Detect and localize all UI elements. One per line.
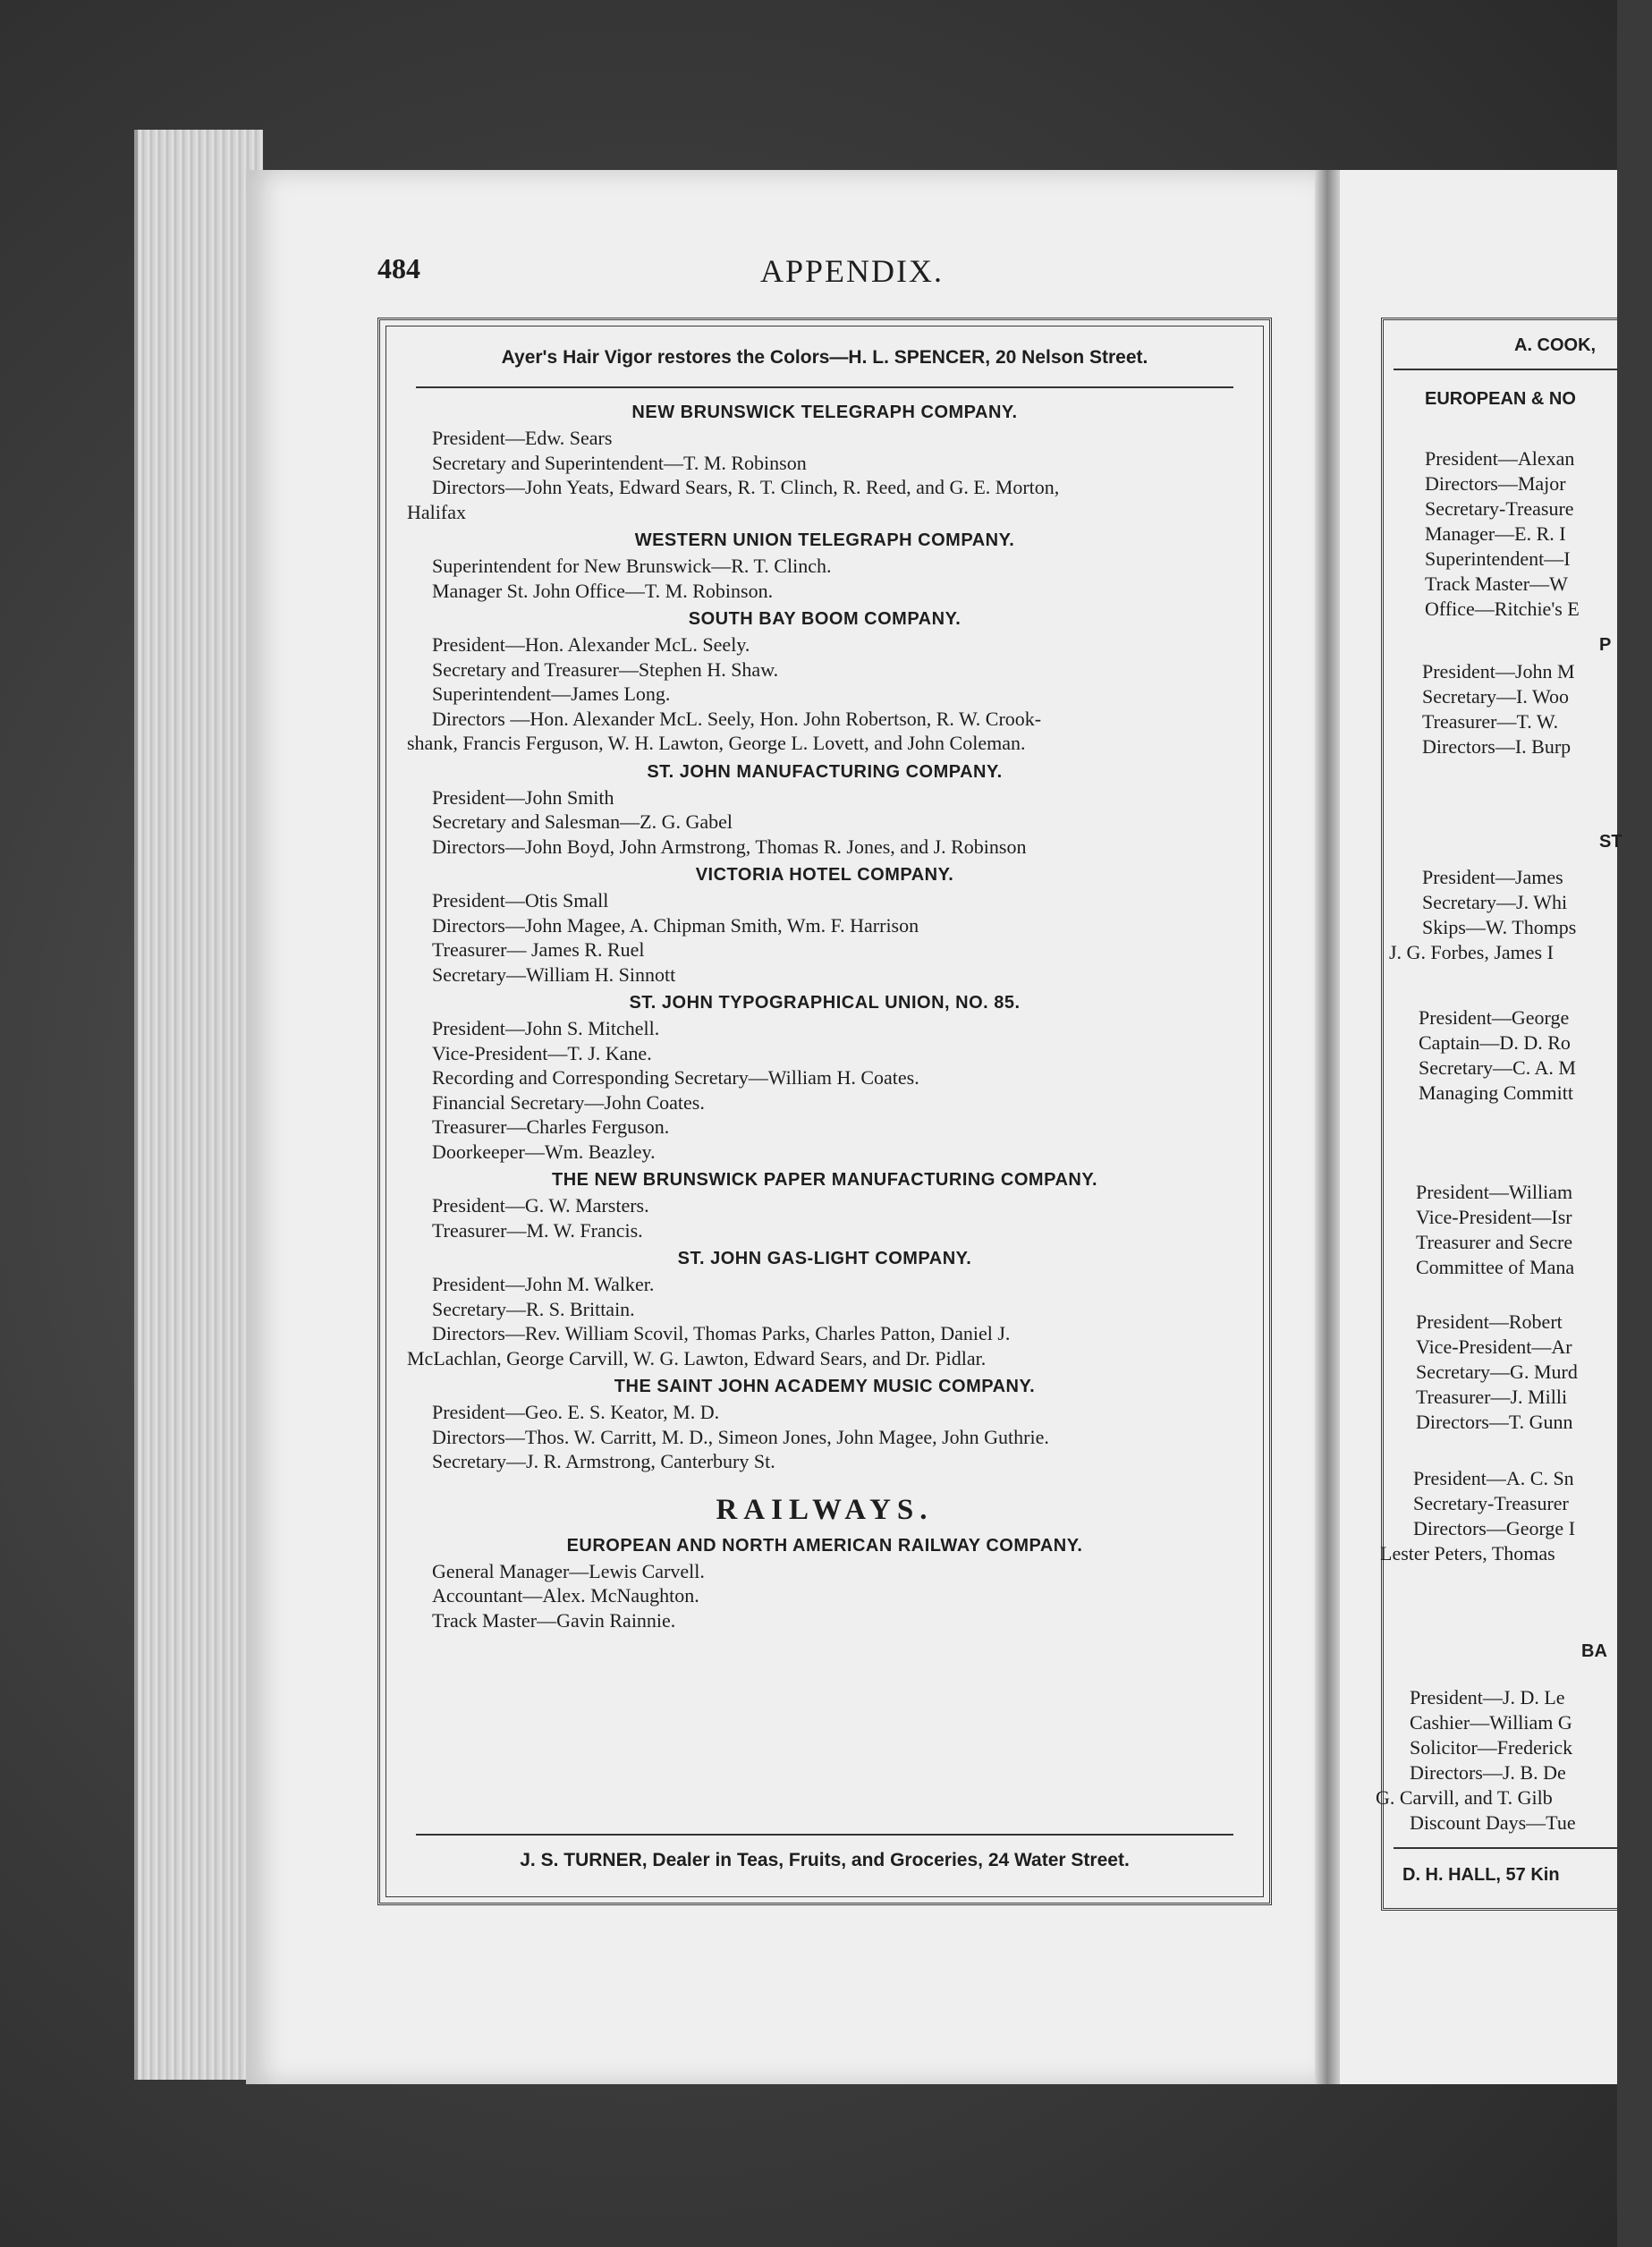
officer-line: President—John Smith	[432, 785, 614, 809]
officer-line: Directors—Thos. W. Carritt, M. D., Simeon Jones, John Magee, John Guthrie.	[432, 1425, 1049, 1448]
company-section	[407, 762, 1242, 860]
officer-line: Directors—John Boyd, John Armstrong, Thomas R. Jones, and J. Robinson	[432, 835, 1027, 858]
right-officer-fragment: Treasurer—T. W.	[1422, 710, 1559, 733]
right-officer-fragment: President—George	[1419, 1006, 1570, 1029]
company-title: ST. JOHN TYPOGRAPHICAL UNION, NO. 85.	[629, 993, 1021, 1013]
company-section	[407, 403, 1242, 524]
right-officer-fragment: Vice-President—Ar	[1416, 1335, 1572, 1358]
railway-section	[407, 1536, 1242, 1633]
right-officer-fragment: Secretary—J. Whi	[1422, 891, 1568, 913]
company-title: ST. JOHN MANUFACTURING COMPANY.	[647, 761, 1003, 782]
officer-line: Secretary and Superintendent—T. M. Robinson	[432, 451, 807, 474]
right-section-heading-fragment: BA	[1581, 1641, 1607, 1661]
officer-line: Accountant—Alex. McNaughton.	[432, 1584, 699, 1607]
officer-line: President—Hon. Alexander McL. Seely.	[432, 633, 750, 656]
railways-heading: RAILWAYS.	[716, 1493, 934, 1526]
right-officer-fragment: J. G. Forbes, James I	[1389, 941, 1554, 963]
right-officer-fragment: President—John M	[1422, 660, 1575, 683]
right-officer-fragment: Directors—George I	[1413, 1517, 1576, 1539]
company-title: NEW BRUNSWICK TELEGRAPH COMPANY.	[631, 403, 1018, 422]
officer-line-continuation: McLachlan, George Carvill, W. G. Lawton, Edward Sears, and Dr. Pidlar.	[407, 1346, 987, 1369]
right-officer-fragment: Vice-President—Isr	[1416, 1206, 1572, 1228]
right-officer-fragment: Secretary-Treasure	[1425, 497, 1574, 520]
right-section-heading: EUROPEAN & NO	[1425, 389, 1576, 409]
officer-line: President—John S. Mitchell.	[432, 1017, 660, 1039]
right-officer-fragment: Manager—E. R. I	[1425, 522, 1566, 545]
company-section	[407, 530, 1242, 603]
company-section	[407, 1377, 1242, 1474]
right-officer-fragment: Directors—J. B. De	[1410, 1761, 1566, 1784]
officer-line: Superintendent—James Long.	[432, 683, 671, 705]
officer-line: Treasurer— James R. Ruel	[432, 938, 645, 961]
company-title: THE SAINT JOHN ACADEMY MUSIC COMPANY.	[614, 1377, 1036, 1396]
right-page	[1340, 170, 1622, 2084]
officer-line: General Manager—Lewis Carvell.	[432, 1559, 705, 1582]
right-officer-fragment: Treasurer—J. Milli	[1416, 1386, 1568, 1408]
officer-line: Directors —Hon. Alexander McL. Seely, Hon. John Robertson, R. W. Crook-	[432, 707, 1042, 730]
company-title: ST. JOHN GAS-LIGHT COMPANY.	[677, 1249, 972, 1268]
right-officer-fragment: President—Alexan	[1425, 447, 1575, 470]
officer-line: Financial Secretary—John Coates.	[432, 1090, 705, 1114]
right-officer-fragment: President—William	[1416, 1181, 1573, 1203]
officer-line: President—Geo. E. S. Keator, M. D.	[432, 1401, 720, 1423]
company-title: VICTORIA HOTEL COMPANY.	[695, 865, 954, 885]
officer-line: Recording and Corresponding Secretary—William H. Coates.	[432, 1066, 919, 1089]
right-officer-fragment: Committee of Mana	[1416, 1256, 1575, 1278]
company-title: THE NEW BRUNSWICK PAPER MANUFACTURING COMPANY.	[551, 1170, 1098, 1190]
officer-line: Track Master—Gavin Rainnie.	[432, 1608, 676, 1632]
right-officer-fragment: Skips—W. Thomps	[1422, 916, 1577, 938]
right-officer-fragment: Secretary—C. A. M	[1419, 1056, 1576, 1079]
right-officer-fragment: Directors—I. Burp	[1422, 735, 1572, 758]
top-advertisement: Ayer's Hair Vigor restores the Colors—H. L. SPENCER, 20 Nelson Street.	[501, 347, 1148, 368]
officer-line: Doorkeeper—Wm. Beazley.	[432, 1140, 656, 1163]
right-section-heading-fragment: P	[1599, 635, 1612, 655]
officer-line: Treasurer—M. W. Francis.	[432, 1218, 643, 1242]
railway-title: EUROPEAN AND NORTH AMERICAN RAILWAY COMPANY.	[566, 1535, 1083, 1556]
bottom-rule	[416, 1834, 1233, 1836]
officer-line: Treasurer—Charles Ferguson.	[432, 1115, 670, 1138]
officer-line: Secretary and Treasurer—Stephen H. Shaw.	[432, 657, 779, 681]
right-officer-fragment: Directors—Major	[1425, 472, 1566, 495]
right-officer-fragment: Treasurer and Secre	[1416, 1231, 1573, 1253]
book-page-edges	[134, 130, 263, 2080]
officer-line: President—John M. Walker.	[432, 1273, 655, 1295]
company-title: SOUTH BAY BOOM COMPANY.	[688, 609, 962, 629]
company-section	[407, 993, 1242, 1164]
officer-line: President—G. W. Marsters.	[432, 1194, 649, 1217]
officer-line: Directors—John Magee, A. Chipman Smith, Wm. F. Harrison	[432, 913, 919, 937]
top-rule	[416, 386, 1233, 388]
right-bottom-advertisement: D. H. HALL, 57 Kin	[1402, 1865, 1560, 1885]
right-officer-fragment: Lester Peters, Thomas	[1380, 1542, 1555, 1564]
company-section	[407, 609, 1242, 756]
right-officer-fragment: Secretary-Treasurer	[1413, 1492, 1569, 1514]
officer-line: Vice-President—T. J. Kane.	[432, 1041, 652, 1064]
directory-content	[407, 397, 1242, 1639]
officer-line: Secretary and Salesman—Z. G. Gabel	[432, 810, 733, 833]
right-officer-fragment: Track Master—W	[1425, 572, 1568, 595]
right-officer-fragment: Secretary—G. Murd	[1416, 1361, 1578, 1383]
right-officer-fragment: President—Robert	[1416, 1310, 1563, 1333]
running-head: APPENDIX.	[760, 253, 945, 289]
company-section	[407, 1249, 1242, 1370]
right-section-heading-fragment: ST	[1599, 832, 1622, 852]
company-section	[407, 865, 1242, 987]
right-officer-fragment: President—J. D. Le	[1410, 1686, 1565, 1709]
right-officer-fragment: Directors—T. Gunn	[1416, 1411, 1573, 1433]
officer-line-continuation: shank, Francis Ferguson, W. H. Lawton, George L. Lovett, and John Coleman.	[407, 732, 1026, 754]
right-top-rule	[1394, 369, 1617, 370]
officer-line: Directors—Rev. William Scovil, Thomas Parks, Charles Patton, Daniel J.	[432, 1322, 1011, 1344]
right-officer-fragment: Discount Days—Tue	[1410, 1811, 1576, 1834]
content-frame	[377, 318, 1272, 1905]
officer-line: President—Otis Small	[432, 889, 609, 912]
right-officer-fragment: Office—Ritchie's E	[1425, 598, 1580, 620]
book-gutter	[1315, 170, 1340, 2084]
right-bottom-rule	[1394, 1847, 1617, 1849]
right-top-advertisement: A. COOK,	[1514, 335, 1597, 355]
officer-line: Superintendent for New Brunswick—R. T. Clinch.	[432, 555, 832, 577]
right-officer-fragment: President—A. C. Sn	[1413, 1467, 1574, 1489]
right-officer-fragment: G. Carvill, and T. Gilb	[1376, 1786, 1553, 1809]
company-section	[407, 1170, 1242, 1242]
right-officer-fragment: Superintendent—I	[1425, 547, 1571, 570]
page-number: 484	[377, 252, 420, 284]
officer-line: Manager St. John Office—T. M. Robinson.	[432, 579, 774, 602]
right-officer-fragment: President—James	[1422, 866, 1563, 888]
officer-line: Secretary—William H. Sinnott	[432, 962, 676, 986]
officer-line: President—Edw. Sears	[432, 427, 613, 449]
officer-line: Directors—John Yeats, Edward Sears, R. T. Clinch, R. Reed, and G. E. Morton,	[432, 476, 1060, 498]
right-officer-fragment: Captain—D. D. Ro	[1419, 1031, 1571, 1054]
right-officer-fragment: Solicitor—Frederick	[1410, 1736, 1573, 1759]
right-officer-fragment: Secretary—I. Woo	[1422, 685, 1569, 708]
bottom-advertisement: J. S. TURNER, Dealer in Teas, Fruits, and Groceries, 24 Water Street.	[520, 1850, 1130, 1870]
officer-line-continuation: Halifax	[407, 500, 466, 523]
right-officer-fragment: Managing Committ	[1419, 1081, 1573, 1104]
company-title: WESTERN UNION TELEGRAPH COMPANY.	[634, 530, 1015, 550]
officer-line: Secretary—R. S. Brittain.	[432, 1297, 635, 1320]
officer-line: Secretary—J. R. Armstrong, Canterbury St.	[432, 1450, 775, 1472]
right-officer-fragment: Cashier—William G	[1410, 1711, 1572, 1734]
